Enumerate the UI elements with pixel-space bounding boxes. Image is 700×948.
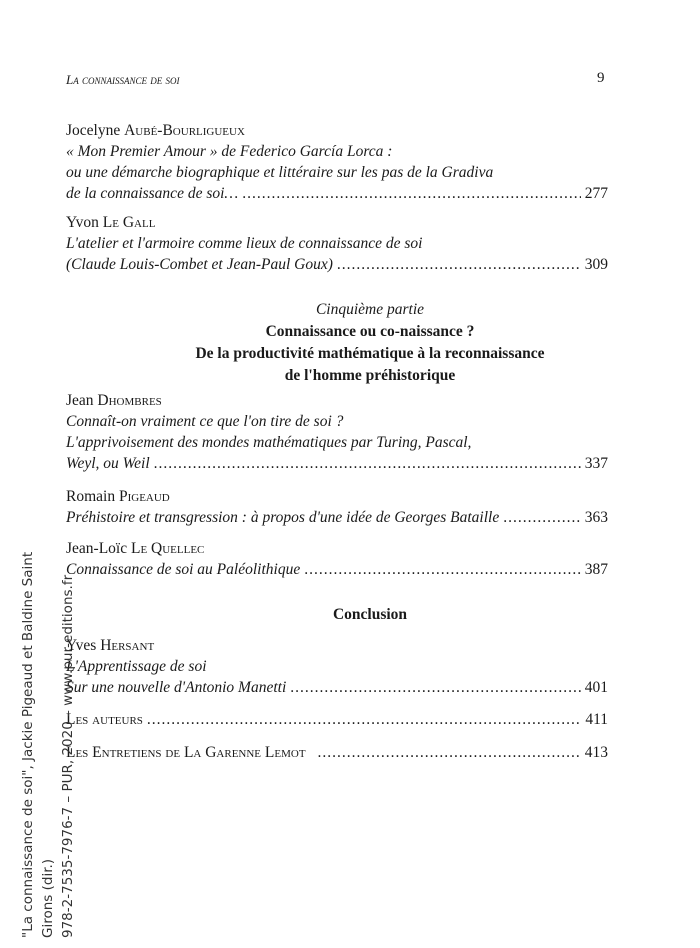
- title-line: (Claude Louis-Combet et Jean-Paul Goux): [66, 256, 333, 273]
- part-heading: [66, 299, 674, 387]
- author-first: Jean-Loïc: [66, 540, 131, 557]
- part-title-line: de l'homme préhistorique: [284, 367, 456, 384]
- title-line: ou une démarche biographique et littéraire sur les pas de la Gradiva: [66, 164, 494, 181]
- author-last: Dhombres: [97, 392, 162, 409]
- title-line: de la connaissance de soi…: [66, 185, 239, 202]
- title-line: Préhistoire et transgression : à propos d'une idée de Georges Bataille: [66, 509, 500, 526]
- running-title: La connaissance de soi: [66, 72, 180, 87]
- dot-leader: [304, 559, 581, 580]
- author: [66, 635, 608, 656]
- dot-leader: [154, 453, 581, 474]
- toc-entry[interactable]: [66, 212, 608, 275]
- toc-entry-authors[interactable]: [66, 709, 608, 730]
- author-first: Jean: [66, 392, 98, 409]
- copyright-sidebar: [18, 528, 78, 938]
- author-last: Le Gall: [102, 214, 156, 231]
- author-first: Yvon: [66, 214, 103, 231]
- title-line: L'apprivoisement des mondes mathématiques par Turing, Pascal,: [66, 434, 472, 451]
- author: [66, 120, 608, 141]
- page-ref: 401: [584, 679, 608, 696]
- dot-leader: [337, 254, 581, 275]
- entry-label: Les auteurs: [66, 711, 143, 728]
- page-ref: 277: [584, 185, 608, 202]
- title-line: Weyl, ou Weil: [66, 455, 150, 472]
- author: [66, 390, 608, 411]
- dot-leader: [147, 709, 581, 730]
- author: [66, 538, 608, 559]
- author: [66, 212, 608, 233]
- dot-leader: [290, 677, 580, 698]
- toc-entry[interactable]: [66, 538, 608, 580]
- toc-entry[interactable]: [66, 635, 608, 698]
- author-last: Hersant: [100, 637, 155, 654]
- dot-leader: [242, 183, 581, 204]
- toc-entry-entretiens[interactable]: [66, 742, 608, 763]
- dot-leader: [318, 742, 581, 763]
- author-last: Le Quellec: [130, 540, 205, 557]
- title-line: L'atelier et l'armoire comme lieux de connaissance de soi: [66, 235, 423, 252]
- page-ref: 411: [585, 711, 608, 728]
- author-last: Pigeaud: [118, 488, 170, 505]
- title-line: Connaissance de soi au Paléolithique: [66, 561, 301, 578]
- title-line: « Mon Premier Amour » de Federico García Lorca :: [66, 143, 393, 160]
- entry-label: Les Entretiens de La Garenne Lemot: [66, 744, 306, 761]
- toc-entry[interactable]: [66, 120, 608, 204]
- author-first: Yves: [66, 637, 101, 654]
- page-ref: 363: [584, 509, 608, 526]
- title-line: Sur une nouvelle d'Antonio Manetti: [66, 679, 287, 696]
- part-title-line: De la productivité mathématique à la reconnaissance: [195, 345, 545, 362]
- toc-entry[interactable]: [66, 390, 608, 474]
- sidebar-line: 978-2-7535-7976-7 – PUR, 2020 – www.pur-editions.fr: [60, 574, 76, 938]
- conclusion-heading: Conclusion: [332, 606, 408, 623]
- author-first: Romain: [66, 488, 119, 505]
- author-first: Jocelyne: [66, 122, 125, 139]
- title-line: Connaît-on vraiment ce que l'on tire de soi ?: [66, 413, 344, 430]
- sidebar-line: "La connaissance de soi", Jackie Pigeaud et Baldine Saint Girons (dir.): [20, 551, 56, 938]
- title-line: L'Apprentissage de soi: [66, 658, 207, 675]
- page-ref: 337: [584, 455, 608, 472]
- part-title-line: Connaissance ou co-naissance ?: [265, 323, 475, 340]
- page-ref: 309: [584, 256, 608, 273]
- toc-entry[interactable]: [66, 486, 608, 528]
- page-ref: 387: [584, 561, 608, 578]
- dot-leader: [503, 507, 581, 528]
- page-ref: 413: [584, 744, 608, 761]
- part-label: Cinquième partie: [315, 301, 425, 318]
- author: [66, 486, 608, 507]
- page-number: 9: [597, 70, 605, 86]
- author-last: Aubé-Bourligueux: [124, 122, 245, 139]
